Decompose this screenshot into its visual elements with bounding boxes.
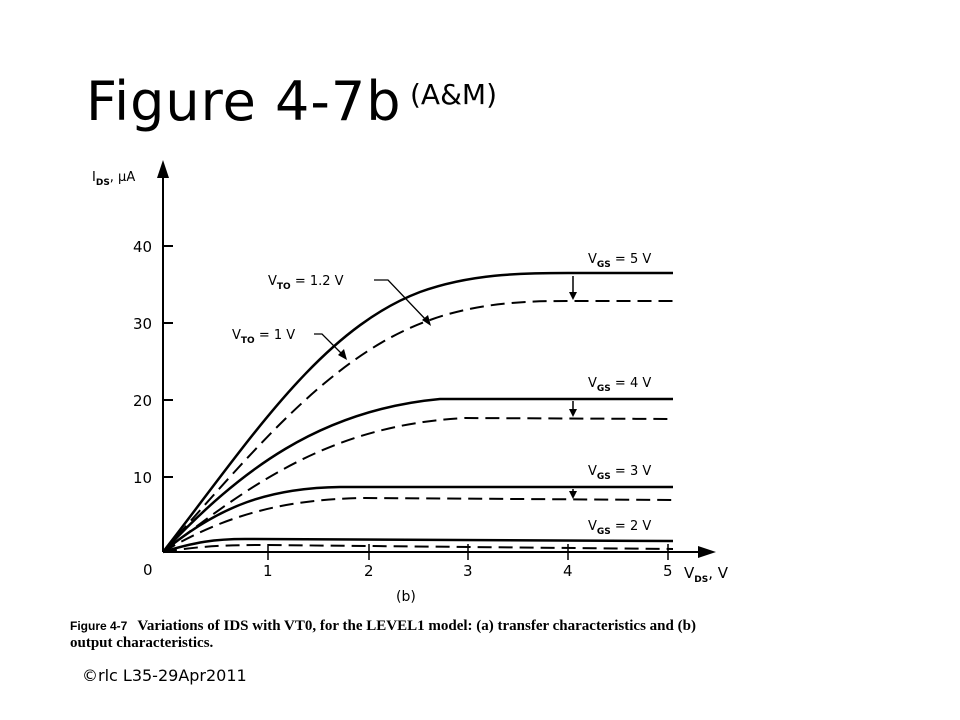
- label-vgs4: $V_{GS}$ $^{= 4 V}$: [588, 376, 652, 394]
- x-axis-label: $V_{DS}$, V: [684, 564, 729, 585]
- label-vto-12: $V_{TO}$ $^{= 1.2 V}$: [268, 274, 344, 292]
- caption-label: Figure 4-7: [70, 619, 128, 633]
- y-axis-label: $I_{DS}^{, \mu A}$: [92, 170, 136, 188]
- y-axis-arrow: [157, 160, 169, 178]
- label-vto-1: $V_{TO}$ $^{= 1 V}$: [232, 328, 296, 346]
- shift-arrowhead-vgs4: [569, 409, 577, 417]
- x-tick-label-3: 3: [463, 562, 473, 580]
- curve-vgs2-vto12: [163, 545, 673, 552]
- y-tick-label-20: 20: [133, 392, 153, 410]
- caption-text: Variations of IDS with VT0, for the LEVEL1 model: (a) transfer characteristics and (b) output characteristics.: [70, 618, 696, 651]
- x-tick-label-4: 4: [563, 562, 573, 580]
- shift-arrowhead-vgs5: [569, 292, 577, 300]
- label-vgs5: $V_{GS}$ $^{= 5 V}$: [588, 252, 652, 270]
- curve-vgs5-vto1: [163, 273, 673, 552]
- x-tick-label-5: 5: [663, 562, 673, 580]
- label-vgs3: $V_{GS}$ $^{= 3 V}$: [588, 464, 652, 482]
- y-tick-label-30: 30: [133, 315, 153, 333]
- shift-arrowhead-vgs3: [569, 491, 577, 499]
- x-axis-arrow: [698, 546, 716, 558]
- slide-title-source: (A&M): [410, 78, 497, 111]
- leader-vto-1: [314, 334, 344, 356]
- slide-footer: ©rlc L35-29Apr2011: [82, 666, 247, 685]
- origin-label: 0: [143, 561, 153, 579]
- figure-caption: [70, 618, 735, 652]
- x-tick-label-2: 2: [364, 562, 374, 580]
- label-vgs2: $V_{GS}$ $^{= 2 V}$: [588, 519, 652, 537]
- y-tick-label-10: 10: [133, 469, 153, 487]
- y-tick-label-40: 40: [133, 238, 153, 256]
- x-tick-label-1: 1: [263, 562, 273, 580]
- slide-title: Figure 4-7b: [86, 70, 402, 133]
- panel-label: (b): [396, 589, 416, 605]
